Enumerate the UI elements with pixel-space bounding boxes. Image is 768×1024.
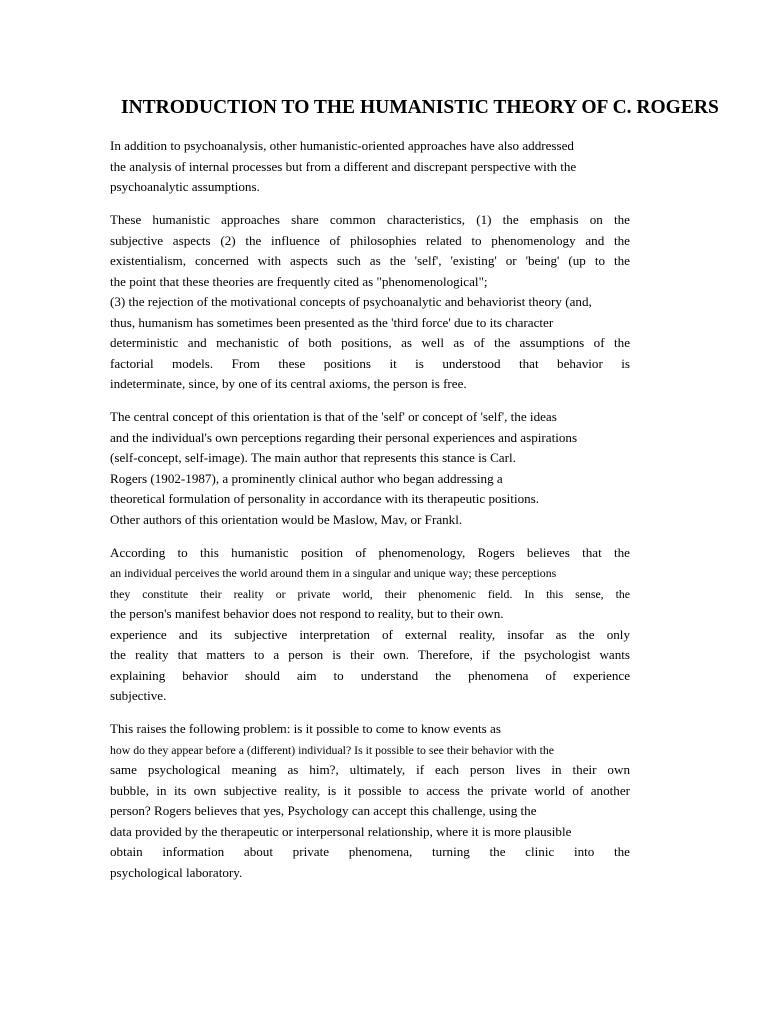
paragraph-line: data provided by the therapeutic or interpersonal relationship, where it is more plausible	[110, 823, 572, 839]
paragraph-line: same psychological meaning as him?, ultimately, if each person lives in their own	[110, 762, 630, 777]
paragraph-line: the person's manifest behavior does not respond to reality, but to their own.	[110, 606, 504, 621]
paragraph-2	[110, 210, 630, 395]
paragraph-line: and the individual's own perceptions regarding their personal experiences and aspirations	[110, 429, 578, 445]
paragraph-line: Rogers (1902-1987), a prominently clinical author who began addressing a	[110, 470, 503, 486]
paragraph-line: In addition to psychoanalysis, other humanistic-oriented approaches have also addressed	[110, 138, 574, 153]
paragraph-4	[110, 543, 630, 707]
paragraph-line: indeterminate, since, by one of its central axioms, the person is free.	[110, 376, 467, 391]
paragraph-line: deterministic and mechanistic of both positions, as well as of the assumptions of the	[110, 335, 630, 350]
paragraph-line: existentialism, concerned with aspects such as the 'self', 'existing' or 'being' (up to the	[110, 253, 630, 268]
paragraph-line: explaining behavior should aim to understand the phenomena of experience	[110, 667, 630, 683]
paragraph-line: the analysis of internal processes but from a different and discrepant perspective with the	[110, 158, 577, 174]
paragraph-line: they constitute their reality or private world, their phenomenic field. In this sense, the	[110, 586, 630, 601]
paragraph-line: theoretical formulation of personality in accordance with its therapeutic positions.	[110, 491, 540, 506]
paragraph-3	[110, 407, 630, 530]
paragraph-line: subjective aspects (2) the influence of philosophies related to phenomenology and the	[110, 232, 630, 248]
paragraph-line: (self-concept, self-image). The main author that represents this stance is Carl.	[110, 450, 516, 465]
paragraph-line: psychological laboratory.	[110, 864, 243, 880]
paragraph-line: subjective.	[110, 688, 167, 703]
paragraph-line: the reality that matters to a person is their own. Therefore, if the psychologist wants	[110, 647, 630, 662]
paragraph-line: psychoanalytic assumptions.	[110, 179, 260, 194]
paragraph-line: According to this humanistic position of phenomenology, Rogers believes that the	[110, 544, 630, 560]
paragraph-line: thus, humanism has sometimes been presented as the 'third force' due to its character	[110, 314, 554, 330]
paragraph-line: Other authors of this orientation would be Maslow, Mav, or Frankl.	[110, 511, 463, 527]
paragraph-line: person? Rogers believes that yes, Psychology can accept this challenge, using the	[110, 803, 537, 818]
paragraph-line: These humanistic approaches share common characteristics, (1) the emphasis on the	[110, 212, 630, 227]
paragraph-line: (3) the rejection of the motivational concepts of psychoanalytic and behaviorist theory (and,	[110, 294, 592, 309]
paragraph-line: This raises the following problem: is it possible to come to know events as	[110, 721, 501, 736]
paragraph-1	[110, 136, 630, 198]
document-body	[110, 136, 630, 896]
paragraph-line: obtain information about private phenomena, turning the clinic into the	[110, 844, 630, 859]
document-title: INTRODUCTION TO THE HUMANISTIC THEORY OF C. ROGERS	[121, 97, 719, 118]
paragraph-line: experience and its subjective interpretation of external reality, insofar as the only	[110, 626, 630, 642]
paragraph-line: bubble, in its own subjective reality, is it possible to access the private world of another	[110, 782, 630, 798]
paragraph-line: an individual perceives the world around them in a singular and unique way; these perceptions	[110, 566, 557, 580]
paragraph-line: how do they appear before a (different) individual? Is it possible to see their behavior with the	[110, 742, 554, 757]
paragraph-line: The central concept of this orientation is that of the 'self' or concept of 'self', the ideas	[110, 409, 557, 424]
paragraph-line: factorial models. From these positions it is understood that behavior is	[110, 355, 630, 371]
paragraph-line: the point that these theories are frequently cited as "phenomenological";	[110, 273, 488, 289]
paragraph-5	[110, 719, 630, 883]
